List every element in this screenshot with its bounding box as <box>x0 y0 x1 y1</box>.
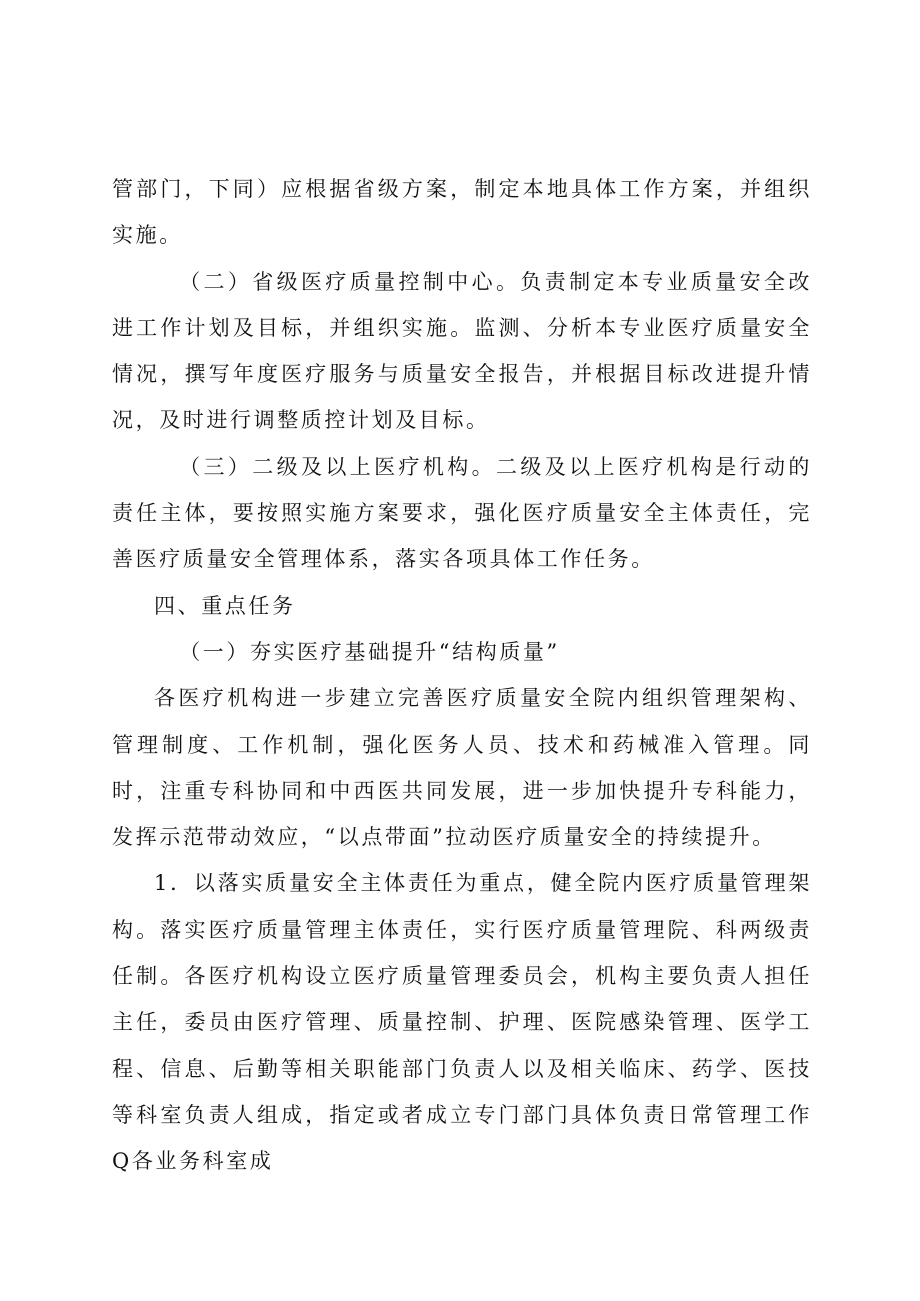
document-body <box>112 166 812 1185</box>
paragraph-secondary-institutions: （三）二级及以上医疗机构。二级及以上医疗机构是行动的责任主体，要按照实施方案要求，强化医疗质量安全主体责任，完善医疗质量安全管理体系，落实各项具体工作任务。 <box>112 454 812 572</box>
paragraph-provincial-qc-center: （二）省级医疗质量控制中心。负责制定本专业质量安全改进工作计划及目标，并组织实施。监测、分析本专业医疗质量安全情况，撰写年度医疗服务与质量安全报告，并根据目标改进提升情况，及时进行调整质控计划及目标。 <box>112 269 812 433</box>
section-heading-key-tasks: 四、重点任务 <box>154 593 296 618</box>
subsection-heading-structure-quality: （一）夯实医疗基础提升“结构质量” <box>179 639 560 664</box>
paragraph-continuation: 管部门，下同）应根据省级方案，制定本地具体工作方案，并组织实施。 <box>112 177 812 248</box>
paragraph-item-1: 1．以落实质量安全主体责任为重点，健全院内医疗质量管理架构。落实医疗质量管理主体责任，实行医疗质量管理院、科两级责任制。各医疗机构设立医疗质量管理委员会，机构主要负责人担任主任，委员由医疗管理、质量控制、护理、医院感染管理、医学工程、信息、后勤等相关职能部门负责人以及相关临床、药学、医技等科室负责人组成，指定或者成立专门部门具体负责日常管理工作Q各业务科室成 <box>112 871 812 1174</box>
paragraph-institutions-improve: 各医疗机构进一步建立完善医疗质量安全院内组织管理架构、管理制度、工作机制，强化医务人员、技术和药械准入管理。同时，注重专科协同和中西医共同发展，进一步加快提升专科能力，发挥示范带动效应，“以点带面”拉动医疗质量安全的持续提升。 <box>112 686 812 850</box>
